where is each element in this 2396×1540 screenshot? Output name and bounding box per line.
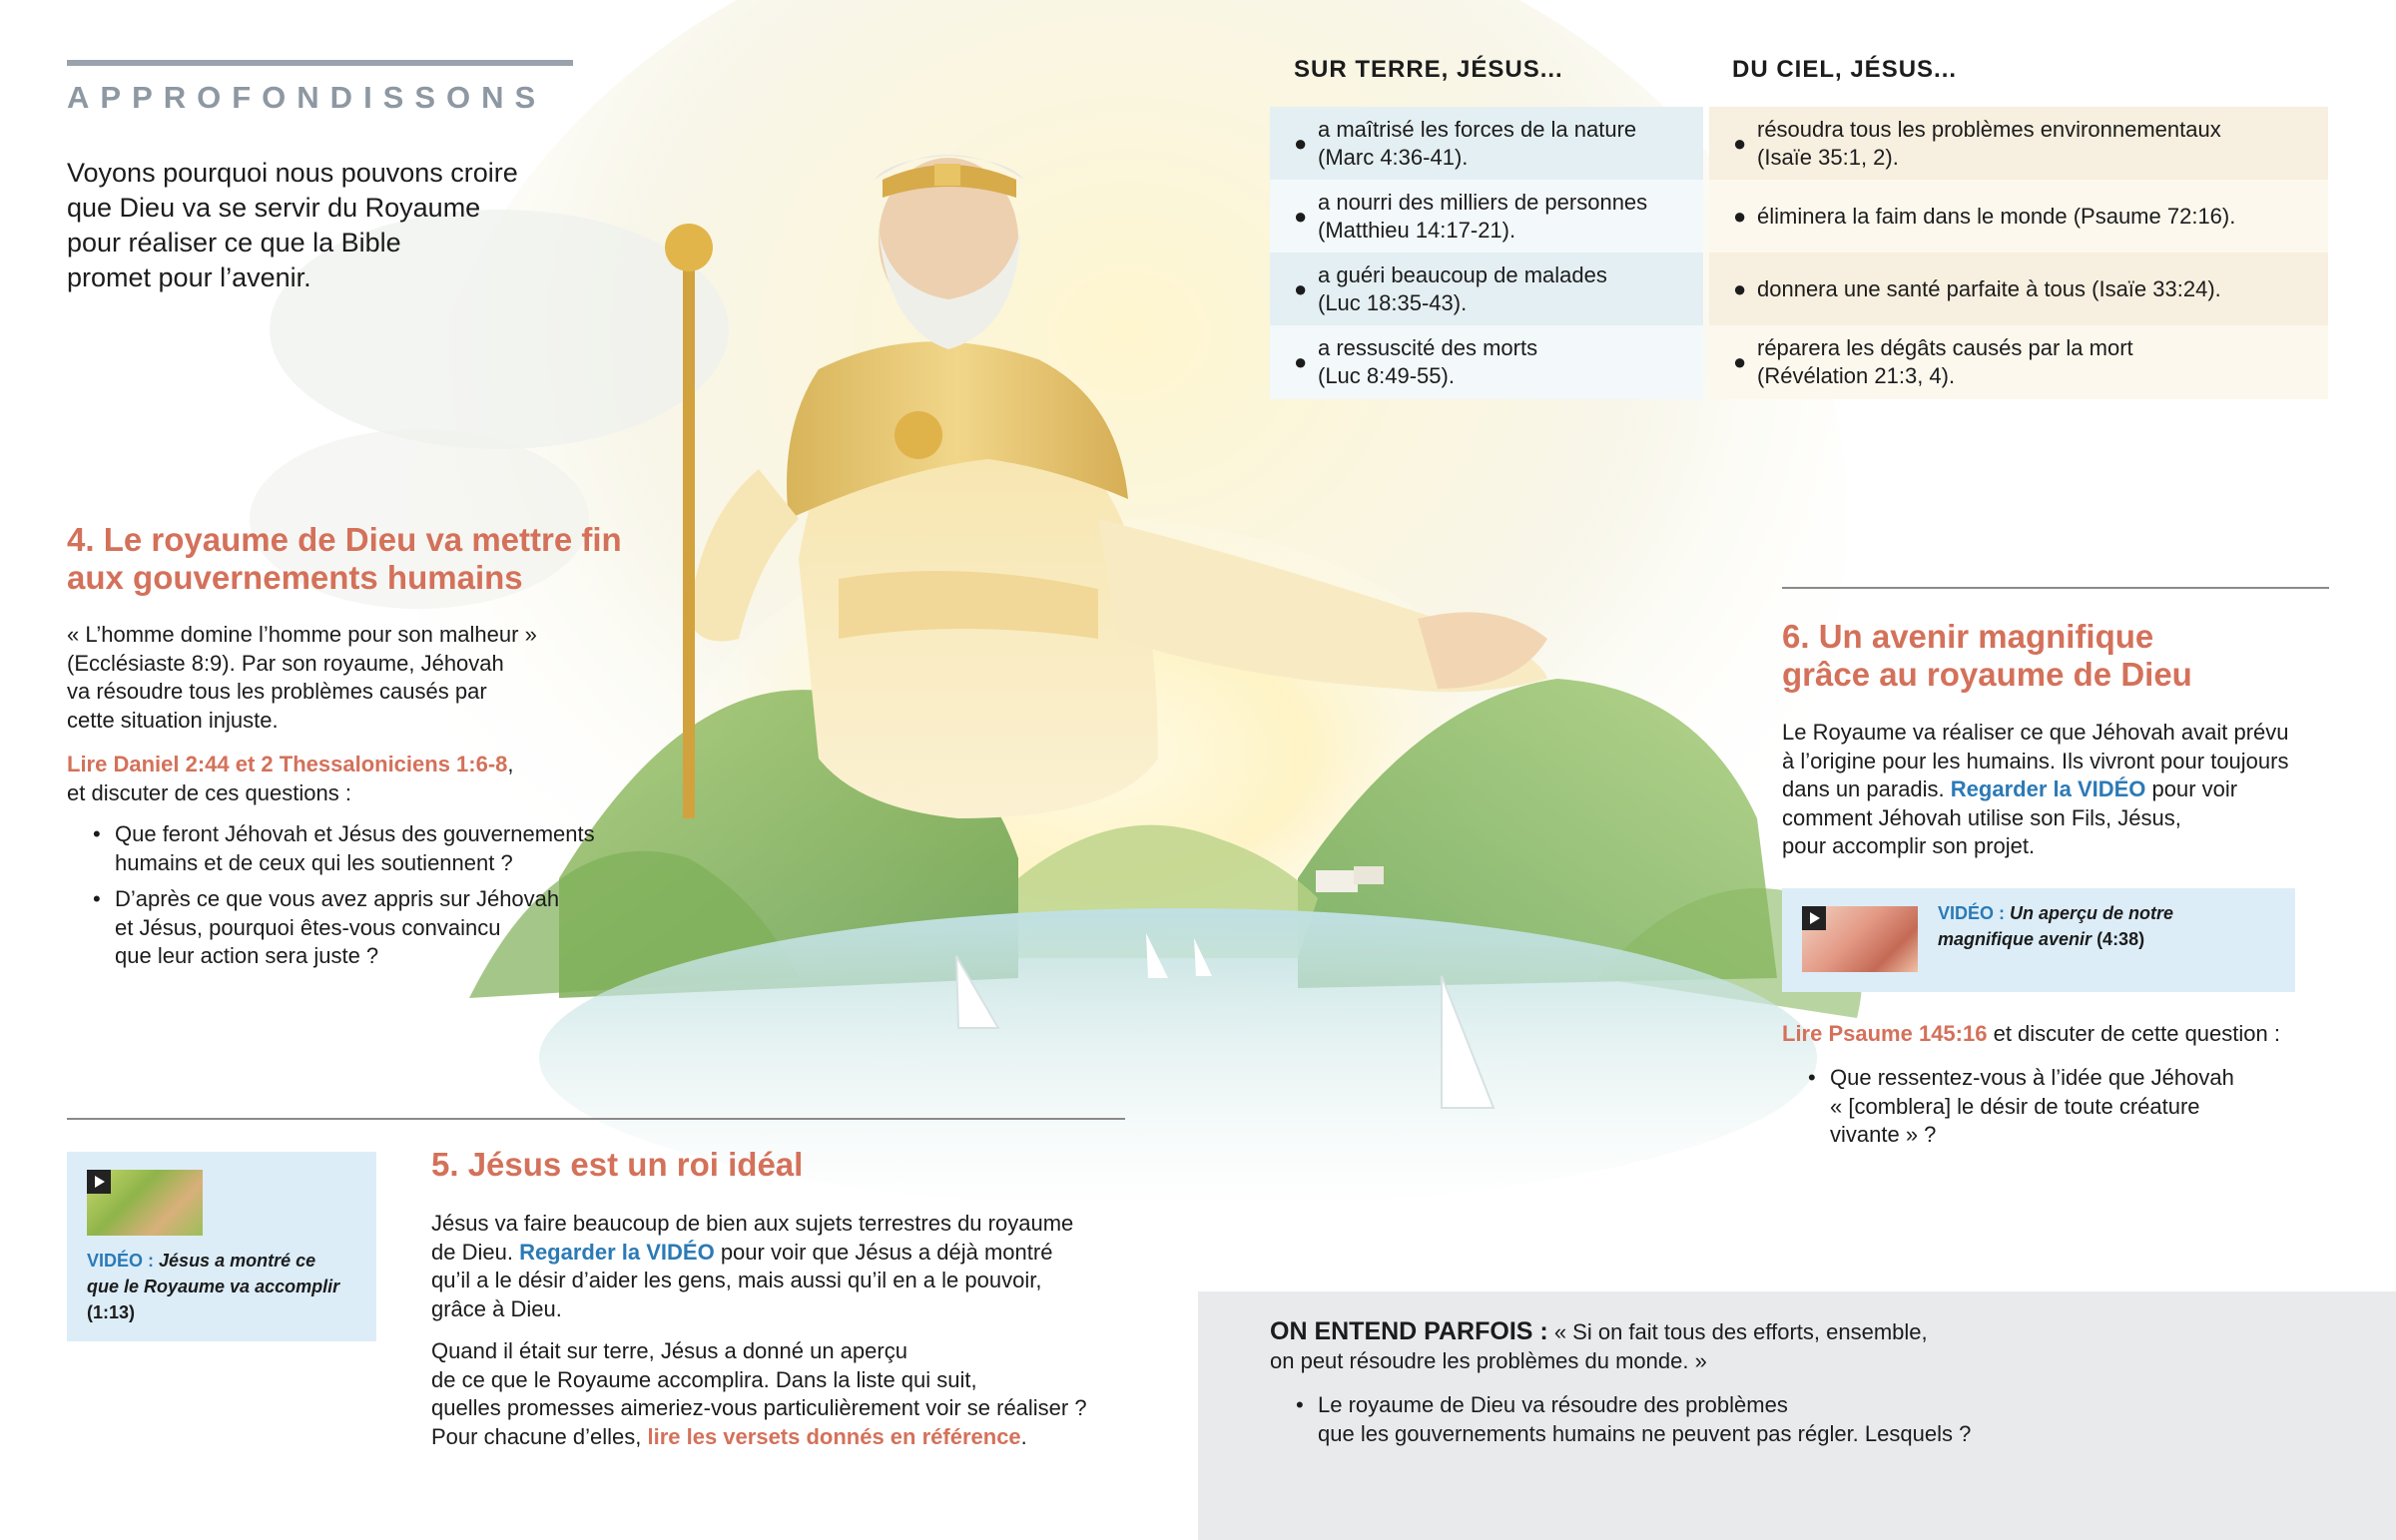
- section-heading: APPROFONDISSONS: [67, 80, 547, 115]
- watch-video-link[interactable]: Regarder la VIDÉO: [1950, 776, 2146, 801]
- section-4-title: 4. Le royaume de Dieu va mettre fin aux gouvernements humains: [67, 521, 622, 596]
- watch-video-link[interactable]: Regarder la VIDÉO: [519, 1239, 715, 1265]
- scripture-link-daniel[interactable]: Lire Daniel 2:44 et 2 Thessaloniciens 1:6-8: [67, 752, 508, 776]
- section-5-title: 5. Jésus est un roi idéal: [431, 1146, 804, 1183]
- section-5-paragraph-1: Jésus va faire beaucoup de bien aux sujets terrestres du royaume de Dieu. Regarder la VIDÉO pour voir que Jésus a déjà montré qu’il a le désir d’aider les gens, mais aussi qu’il en a le pouvoir, grâce à Dieu.: [431, 1211, 1074, 1321]
- table-cell-earth-2: ● a nourri des milliers de personnes (Matthieu 14:17-21).: [1270, 180, 1703, 253]
- section-6-questions: [1806, 1064, 2365, 1158]
- table-cell-earth-4: ● a ressuscité des morts (Luc 8:49-55).: [1270, 325, 1703, 399]
- play-icon[interactable]: [87, 1170, 111, 1194]
- section-4-paragraph: « L’homme domine l’homme pour son malheur » (Ecclésiaste 8:9). Par son royaume, Jéhovah va résoudre tous les problèmes causés par cette situation injuste.: [67, 622, 537, 733]
- table-header-earth: SUR TERRE, JÉSUS...: [1294, 56, 1563, 83]
- section-5-paragraph-2: Quand il était sur terre, Jésus a donné un aperçu de ce que le Royaume accomplira. Dans la liste qui suit, quelles promesses aimeriez-vous particulièrement voir se réaliser ? Pour chacune d’elles, lire les versets donnés en référence.: [431, 1338, 1087, 1449]
- question-item: • Que feront Jéhovah et Jésus des gouvernements humains et de ceux qui les soutiennent ?: [91, 820, 690, 877]
- table-cell-heaven-4: ● réparera les dégâts causés par la mort (Révélation 21:3, 4).: [1709, 325, 2328, 399]
- section-4-read: Lire Daniel 2:44 et 2 Thessaloniciens 1:6-8, et discuter de ces questions :: [67, 752, 514, 805]
- table-cell-earth-3: ● a guéri beaucoup de malades (Luc 18:35-43).: [1270, 253, 1703, 325]
- question-item: • Que ressentez-vous à l’idée que Jéhovah « [comblera] le désir de toute créature vivante » ?: [1806, 1064, 2365, 1150]
- video-thumbnail[interactable]: [1802, 906, 1918, 972]
- intro-text: Voyons pourquoi nous pouvons croire que Dieu va se servir du Royaume pour réaliser ce que la Bible promet pour l’avenir.: [67, 158, 518, 292]
- divider: [67, 1118, 1125, 1120]
- header-rule: [67, 60, 573, 66]
- table-cell-heaven-1: ● résoudra tous les problèmes environnementaux (Isaïe 35:1, 2).: [1709, 107, 2328, 180]
- section-4-questions: [91, 820, 690, 979]
- read-verses-link[interactable]: lire les versets donnés en référence: [647, 1423, 1021, 1449]
- section-6-title: 6. Un avenir magnifique grâce au royaume de Dieu: [1782, 618, 2192, 693]
- section-6-paragraph: Le Royaume va réaliser ce que Jéhovah avait prévu à l’origine pour les humains. Ils vivront pour toujours dans un paradis. Regarder la VIDÉO pour voir comment Jéhovah utilise son Fils, Jésus, pour accomplir son projet.: [1782, 720, 2289, 858]
- video-box-section-5[interactable]: VIDÉO : Jésus a montré ce que le Royaume va accomplir (1:13): [67, 1152, 376, 1341]
- question-item: • D’après ce que vous avez appris sur Jéhovah et Jésus, pourquoi êtes-vous convaincu que leur action sera juste ?: [91, 885, 690, 971]
- video-thumbnail[interactable]: [87, 1170, 203, 1236]
- video-box-section-6[interactable]: VIDÉO : Un aperçu de notre magnifique avenir (4:38): [1782, 888, 2295, 992]
- table-cell-heaven-2: ● éliminera la faim dans le monde (Psaume 72:16).: [1709, 180, 2328, 253]
- divider: [1782, 587, 2329, 589]
- scripture-link-psalm[interactable]: Lire Psaume 145:16: [1782, 1021, 1988, 1046]
- table-cell-earth-1: ● a maîtrisé les forces de la nature (Marc 4:36-41).: [1270, 107, 1703, 180]
- section-6-read: Lire Psaume 145:16 et discuter de cette question :: [1782, 1021, 2280, 1046]
- answer-item: • Le royaume de Dieu va résoudre des problèmes que les gouvernements humains ne peuvent pas régler. Lesquels ?: [1294, 1391, 2352, 1448]
- play-icon[interactable]: [1802, 906, 1826, 930]
- objection-answer: [1294, 1391, 2352, 1456]
- table-cell-heaven-3: ● donnera une santé parfaite à tous (Isaïe 33:24).: [1709, 253, 2328, 325]
- objection-text: ON ENTEND PARFOIS : « Si on fait tous des efforts, ensemble, on peut résoudre les problèmes du monde. »: [1270, 1317, 1928, 1373]
- table-header-heaven: DU CIEL, JÉSUS...: [1732, 56, 1958, 83]
